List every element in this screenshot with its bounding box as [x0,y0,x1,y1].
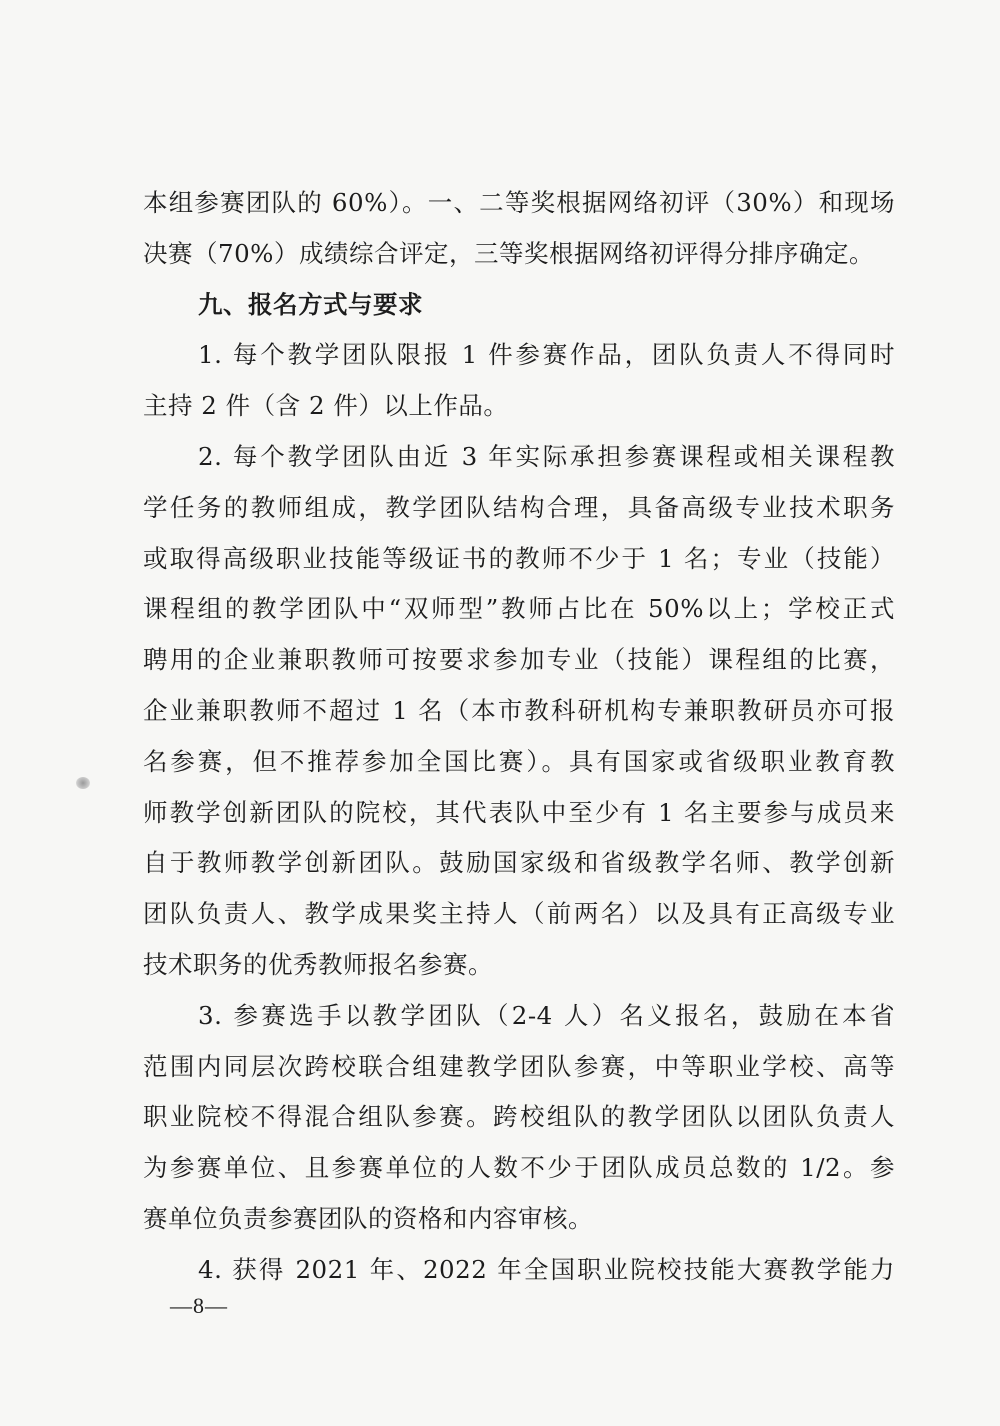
paragraph-line: 企业兼职教师不超过 1 名（本市教科研机构专兼职教研员亦可报 [143,695,895,725]
scan-speck [76,777,90,789]
paragraph-line: 为参赛单位、且参赛单位的人数不少于团队成员总数的 1/2。参 [143,1153,895,1183]
body-text [143,178,895,1296]
paragraph-line: 1. 每个教学团队限报 1 件参赛作品，团队负责人不得同时 [198,340,895,370]
paragraph-line: 团队负责人、教学成果奖主持人（前两名）以及具有正高级专业 [143,899,895,929]
paragraph-line: 主持 2 件（含 2 件）以上作品。 [143,391,509,421]
paragraph-line: 本组参赛团队的 60%）。一、二等奖根据网络初评（30%）和现场 [143,188,895,217]
paragraph-line: 自于教师教学创新团队。鼓励国家级和省级教学名师、教学创新 [143,848,895,878]
paragraph-line: 职业院校不得混合组队参赛。跨校组队的教学团队以团队负责人 [143,1102,895,1132]
paragraph-line: 学任务的教师组成，教学团队结构合理，具备高级专业技术职务 [143,492,895,522]
paragraph-line: 名参赛，但不推荐参加全国比赛）。具有国家或省级职业教育教 [143,746,895,776]
paragraph-line: 赛单位负责参赛团队的资格和内容审核。 [143,1203,593,1233]
paragraph-line: 技术职务的优秀教师报名参赛。 [143,949,493,979]
paragraph-line: 范围内同层次跨校联合组建教学团队参赛，中等职业学校、高等 [143,1051,895,1081]
paragraph-line: 决赛（70%）成绩综合评定，三等奖根据网络初评得分排序确定。 [143,238,874,268]
paragraph-line: 或取得高级职业技能等级证书的教师不少于 1 名；专业（技能） [143,543,895,573]
paragraph-line: 2. 每个教学团队由近 3 年实际承担参赛课程或相关课程教 [198,441,895,471]
paragraph-line: 课程组的教学团队中“双师型”教师占比在 50%以上；学校正式 [143,594,895,624]
paragraph-line: 师教学创新团队的院校，其代表队中至少有 1 名主要参与成员来 [143,797,895,827]
paragraph-line: 4. 获得 2021 年、2022 年全国职业院校技能大赛教学能力 [198,1254,895,1284]
paragraph-line: 聘用的企业兼职教师可按要求参加专业（技能）课程组的比赛， [143,645,895,675]
page-number: —8— [170,1293,228,1318]
section-heading: 九、报名方式与要求 [198,289,423,319]
paragraph-line: 3. 参赛选手以教学团队（2-4 人）名义报名，鼓励在本省 [198,1000,895,1030]
